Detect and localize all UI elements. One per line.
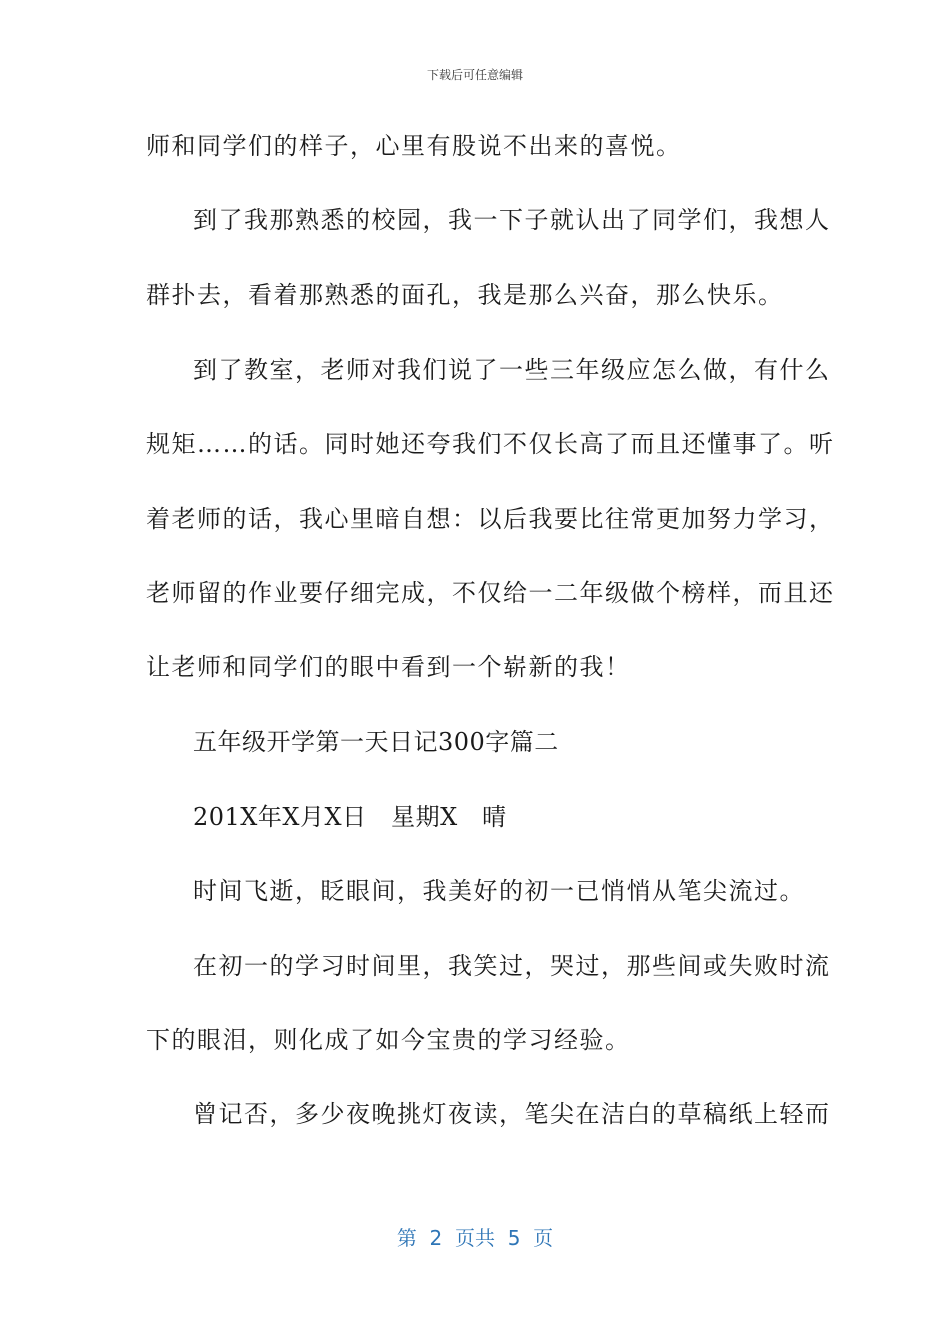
body-line: 让老师和同学们的眼中看到一个崭新的我！	[146, 653, 631, 681]
diary-date-line: 201X年X月X日 星期X 晴	[193, 803, 507, 831]
section-heading: 五年级开学第一天日记300字篇二	[193, 728, 559, 756]
body-line: 着老师的话，我心里暗自想：以后我要比往常更加努力学习，	[146, 505, 835, 533]
body-line: 时间飞逝，眨眼间，我美好的初一已悄悄从笔尖流过。	[193, 877, 805, 905]
body-line: 规矩……的话。同时她还夸我们不仅长高了而且还懂事了。听	[146, 430, 835, 458]
body-line: 到了教室，老师对我们说了一些三年级应怎么做，有什么	[193, 356, 831, 384]
body-line: 到了我那熟悉的校园，我一下子就认出了同学们，我想人	[193, 206, 831, 234]
body-line: 老师留的作业要仔细完成，不仅给一二年级做个榜样，而且还	[146, 579, 835, 607]
body-line: 曾记否，多少夜晚挑灯夜读，笔尖在洁白的草稿纸上轻而	[193, 1100, 831, 1128]
page-number-footer: 第 2 页共 5 页	[396, 1226, 554, 1250]
body-line: 师和同学们的样子，心里有股说不出来的喜悦。	[146, 132, 682, 160]
body-line: 群扑去，看着那熟悉的面孔，我是那么兴奋，那么快乐。	[146, 281, 784, 309]
body-line: 下的眼泪，则化成了如今宝贵的学习经验。	[146, 1026, 631, 1054]
body-line: 在初一的学习时间里，我笑过，哭过，那些间或失败时流	[193, 952, 831, 980]
page-header-note: 下载后可任意编辑	[426, 68, 523, 82]
